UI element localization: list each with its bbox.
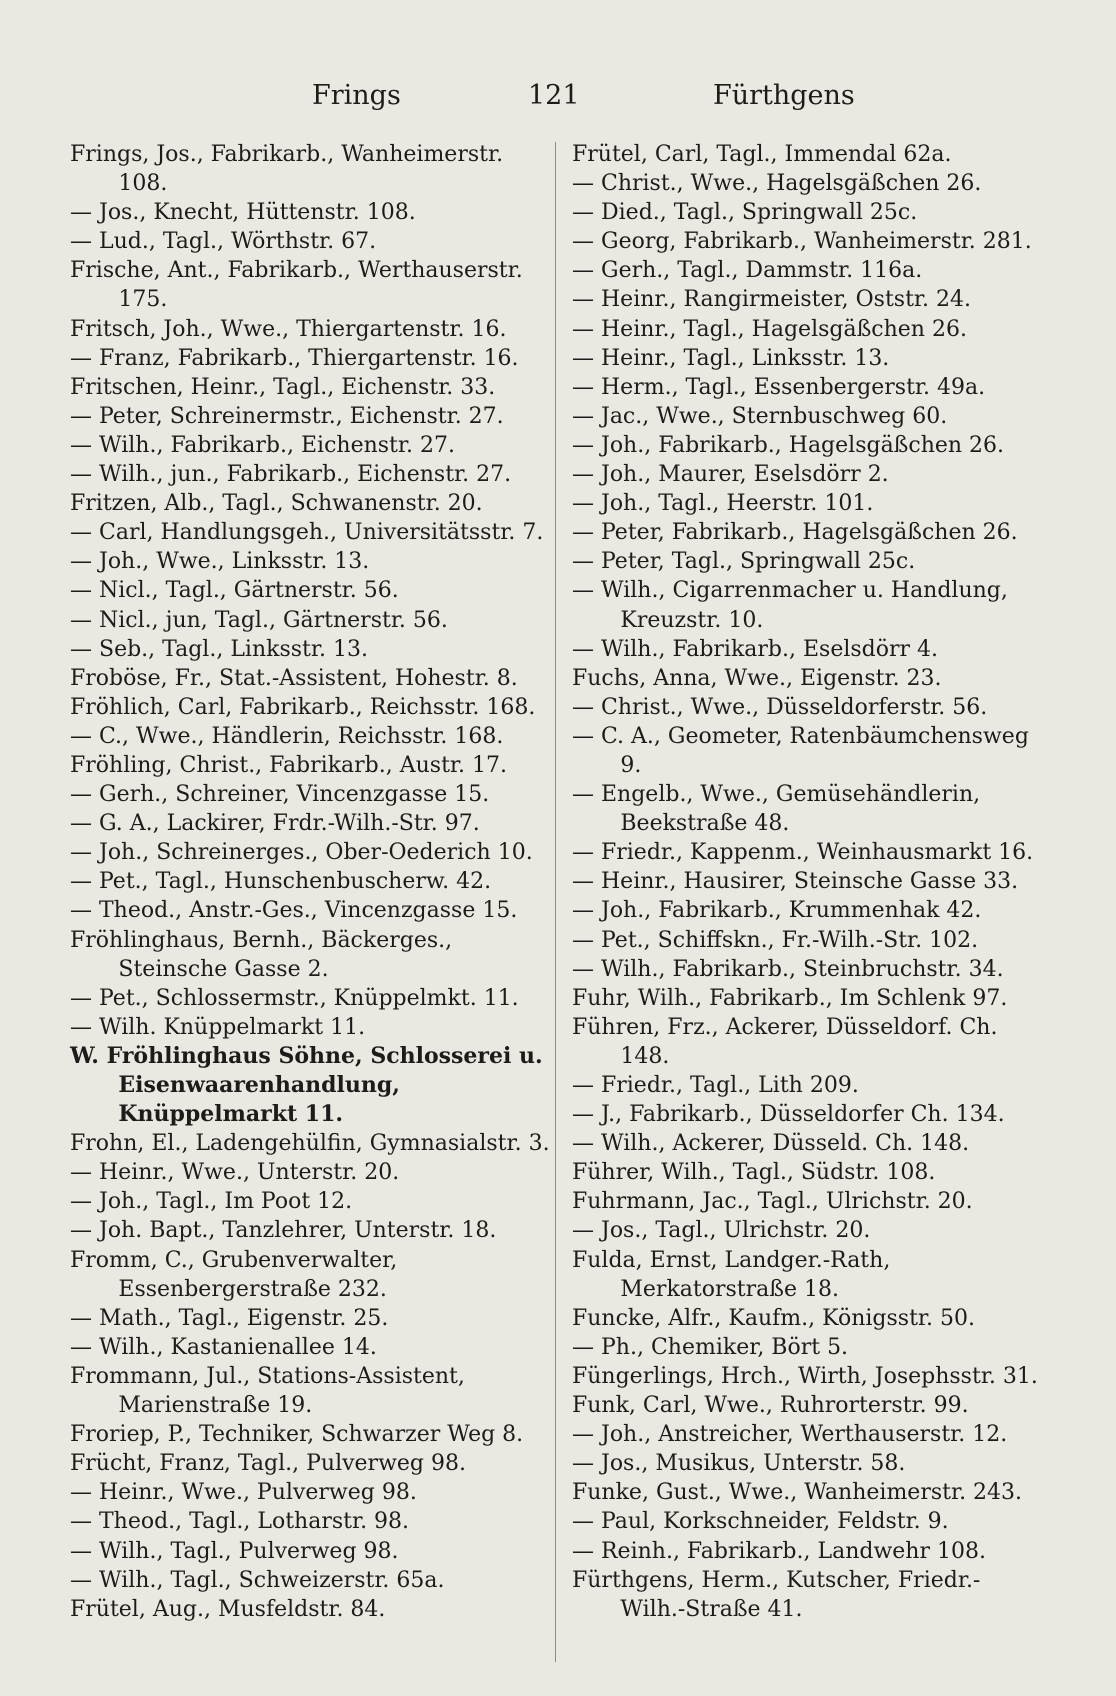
directory-entry: — Joh., Fabrikarb., Hagelsgäßchen 26. bbox=[572, 432, 1005, 458]
directory-entry: W. Fröhlinghaus Söhne, Schlosserei u. Eisenwaarenhandlung, Knüppelmarkt 11. bbox=[70, 1042, 543, 1128]
directory-entry: — Christ., Wwe., Düsseldorferstr. 56. bbox=[572, 694, 988, 720]
directory-entry: — Jos., Tagl., Ulrichstr. 20. bbox=[572, 1218, 871, 1244]
directory-entry: Fritschen, Heinr., Tagl., Eichenstr. 33. bbox=[70, 374, 496, 400]
directory-entry: — Lud., Tagl., Wörthstr. 67. bbox=[70, 229, 377, 255]
directory-entry: Fulda, Ernst, Landger.-Rath, Merkatorstraße 18. bbox=[572, 1247, 891, 1302]
directory-entry: — Herm., Tagl., Essenbergerstr. 49a. bbox=[572, 374, 986, 400]
directory-entry: — Heinr., Hausirer, Steinsche Gasse 33. bbox=[572, 869, 1019, 895]
directory-entry: — Jac., Wwe., Sternbuschweg 60. bbox=[572, 403, 948, 429]
directory-entry: — Joh. Bapt., Tanzlehrer, Unterstr. 18. bbox=[70, 1218, 497, 1244]
directory-entry: Frütel, Aug., Musfeldstr. 84. bbox=[70, 1596, 386, 1622]
directory-entry: Frücht, Franz, Tagl., Pulverweg 98. bbox=[70, 1451, 466, 1477]
directory-entry: — Ph., Chemiker, Bört 5. bbox=[572, 1334, 849, 1360]
directory-entry: — Joh., Tagl., Heerstr. 101. bbox=[572, 491, 874, 517]
directory-entry: — Friedr., Kappenm., Weinhausmarkt 16. bbox=[572, 840, 1034, 866]
directory-entry: — Joh., Fabrikarb., Krummenhak 42. bbox=[572, 898, 982, 924]
directory-entry: — C. A., Geometer, Ratenbäumchensweg 9. bbox=[572, 723, 1029, 778]
directory-entry: — Pet., Schlossermstr., Knüppelmkt. 11. bbox=[70, 985, 519, 1011]
directory-entry: — Friedr., Tagl., Lith 209. bbox=[572, 1073, 859, 1098]
directory-entry: Fröhling, Christ., Fabrikarb., Austr. 17. bbox=[70, 752, 507, 778]
directory-entry: Fürthgens, Herm., Kutscher, Friedr.-Wilh.-Straße 41. bbox=[572, 1567, 981, 1622]
header-last-name: Fürthgens bbox=[713, 80, 855, 111]
directory-entry: — Jos., Knecht, Hüttenstr. 108. bbox=[70, 200, 416, 226]
directory-entry: — Seb., Tagl., Linksstr. 13. bbox=[70, 636, 368, 662]
directory-entry: — Engelb., Wwe., Gemüsehändlerin, Beekstraße 48. bbox=[572, 782, 981, 837]
directory-entry: — Heinr., Wwe., Unterstr. 20. bbox=[70, 1160, 400, 1186]
directory-entry: — Joh., Wwe., Linksstr. 13. bbox=[70, 549, 370, 575]
header-first-name: Frings bbox=[312, 80, 401, 111]
left-column bbox=[70, 140, 550, 1624]
right-column bbox=[572, 140, 1042, 1624]
directory-entry: — Franz, Fabrikarb., Thiergartenstr. 16. bbox=[70, 345, 519, 371]
directory-entry: — Heinr., Rangirmeister, Oststr. 24. bbox=[572, 287, 971, 313]
page-number: 121 bbox=[528, 80, 580, 111]
directory-entry: Fuchs, Anna, Wwe., Eigenstr. 23. bbox=[572, 665, 942, 691]
directory-entry: — Theod., Tagl., Lotharstr. 98. bbox=[70, 1509, 410, 1535]
running-head bbox=[0, 80, 1116, 124]
directory-entry: — Peter, Schreinermstr., Eichenstr. 27. bbox=[70, 403, 504, 429]
directory-entry: — Pet., Schiffskn., Fr.-Wilh.-Str. 102. bbox=[572, 927, 979, 953]
directory-entry: Frütel, Carl, Tagl., Immendal 62a. bbox=[572, 142, 952, 167]
directory-entry: Fromm, C., Grubenverwalter, Essenbergerstraße 232. bbox=[70, 1247, 398, 1302]
directory-entry: Fuhrmann, Jac., Tagl., Ulrichstr. 20. bbox=[572, 1189, 973, 1215]
directory-entry: — Christ., Wwe., Hagelsgäßchen 26. bbox=[572, 171, 982, 197]
directory-entry: — Wilh., jun., Fabrikarb., Eichenstr. 27. bbox=[70, 462, 512, 488]
directory-entry: — Wilh., Fabrikarb., Eselsdörr 4. bbox=[572, 636, 939, 662]
directory-entry: — Peter, Tagl., Springwall 25c. bbox=[572, 549, 916, 575]
directory-entry: Fröhlinghaus, Bernh., Bäckerges., Steinsche Gasse 2. bbox=[70, 927, 453, 982]
directory-entry: — Wilh., Kastanienallee 14. bbox=[70, 1334, 377, 1360]
directory-entry: — G. A., Lackirer, Frdr.-Wilh.-Str. 97. bbox=[70, 811, 480, 837]
directory-entry: — Math., Tagl., Eigenstr. 25. bbox=[70, 1305, 389, 1331]
directory-entry: Frohn, El., Ladengehülfin, Gymnasialstr. 3. bbox=[70, 1131, 550, 1157]
directory-entry: — Paul, Korkschneider, Feldstr. 9. bbox=[572, 1509, 949, 1535]
directory-entry: — Joh., Schreinerges., Ober-Oederich 10. bbox=[70, 840, 533, 866]
directory-entry: — Wilh., Tagl., Pulverweg 98. bbox=[70, 1538, 399, 1564]
directory-entry: — Joh., Anstreicher, Werthauserstr. 12. bbox=[572, 1422, 1008, 1448]
directory-entry: Fritzen, Alb., Tagl., Schwanenstr. 20. bbox=[70, 491, 483, 517]
directory-entry: — Nicl., Tagl., Gärtnerstr. 56. bbox=[70, 578, 399, 604]
directory-entry: — Joh., Maurer, Eselsdörr 2. bbox=[572, 462, 889, 488]
directory-entry: — Pet., Tagl., Hunschenbuscherw. 42. bbox=[70, 869, 492, 895]
directory-entry: — Jos., Musikus, Unterstr. 58. bbox=[572, 1451, 906, 1477]
directory-entry: — J., Fabrikarb., Düsseldorfer Ch. 134. bbox=[572, 1102, 1005, 1128]
directory-entry: — Nicl., jun, Tagl., Gärtnerstr. 56. bbox=[70, 607, 448, 633]
directory-entry: Fritsch, Joh., Wwe., Thiergartenstr. 16. bbox=[70, 316, 507, 342]
directory-entry: Froriep, P., Techniker, Schwarzer Weg 8. bbox=[70, 1422, 524, 1448]
directory-entry: Frische, Ant., Fabrikarb., Werthauserstr. 175. bbox=[70, 258, 523, 313]
directory-entry: Frommann, Jul., Stations-Assistent, Marienstraße 19. bbox=[70, 1363, 465, 1419]
directory-entry: Funke, Gust., Wwe., Wanheimerstr. 243. bbox=[572, 1480, 1023, 1506]
directory-entry: — Peter, Fabrikarb., Hagelsgäßchen 26. bbox=[572, 520, 1018, 546]
directory-entry: Funcke, Alfr., Kaufm., Königsstr. 50. bbox=[572, 1305, 975, 1331]
directory-entry: — Died., Tagl., Springwall 25c. bbox=[572, 200, 918, 226]
directory-entry: — Carl, Handlungsgeh., Universitätsstr. 7. bbox=[70, 520, 544, 546]
directory-entry: Führen, Frz., Ackerer, Düsseldorf. Ch. 148. bbox=[572, 1014, 998, 1069]
directory-entry: — Gerh., Tagl., Dammstr. 116a. bbox=[572, 258, 923, 284]
directory-entry: Fuhr, Wilh., Fabrikarb., Im Schlenk 97. bbox=[572, 985, 1008, 1011]
directory-entry: — Wilh. Knüppelmarkt 11. bbox=[70, 1014, 366, 1040]
directory-entry: — Reinh., Fabrikarb., Landwehr 108. bbox=[572, 1538, 986, 1564]
directory-entry: — Heinr., Tagl., Hagelsgäßchen 26. bbox=[572, 316, 967, 342]
directory-entry: Fröhlich, Carl, Fabrikarb., Reichsstr. 168. bbox=[70, 694, 536, 720]
directory-entry: Funk, Carl, Wwe., Ruhrorterstr. 99. bbox=[572, 1393, 969, 1419]
directory-entry: Füngerlings, Hrch., Wirth, Josephsstr. 31. bbox=[572, 1363, 1038, 1389]
directory-entry: — Heinr., Tagl., Linksstr. 13. bbox=[572, 345, 890, 371]
directory-entry: Frings, Jos., Fabrikarb., Wanheimerstr. 108. bbox=[70, 142, 504, 197]
directory-entry: Froböse, Fr., Stat.-Assistent, Hohestr. 8. bbox=[70, 665, 518, 691]
directory-entry: — Georg, Fabrikarb., Wanheimerstr. 281. bbox=[572, 229, 1032, 255]
directory-entry: — Heinr., Wwe., Pulverweg 98. bbox=[70, 1480, 417, 1506]
directory-entry: — Wilh., Fabrikarb., Eichenstr. 27. bbox=[70, 432, 455, 458]
directory-entry: — Joh., Tagl., Im Poot 12. bbox=[70, 1189, 353, 1215]
directory-entry: — Wilh., Tagl., Schweizerstr. 65a. bbox=[70, 1567, 445, 1593]
directory-entry: — Wilh., Fabrikarb., Steinbruchstr. 34. bbox=[572, 956, 1004, 982]
directory-entry: — Wilh., Cigarrenmacher u. Handlung, Kreuzstr. 10. bbox=[572, 578, 1008, 633]
directory-entry: — Gerh., Schreiner, Vincenzgasse 15. bbox=[70, 782, 490, 808]
directory-entry: — Theod., Anstr.-Ges., Vincenzgasse 15. bbox=[70, 898, 518, 924]
directory-entry: — C., Wwe., Händlerin, Reichsstr. 168. bbox=[70, 723, 504, 749]
directory-entry: Führer, Wilh., Tagl., Südstr. 108. bbox=[572, 1160, 936, 1186]
directory-entry: — Wilh., Ackerer, Düsseld. Ch. 148. bbox=[572, 1131, 970, 1157]
column-divider bbox=[555, 142, 556, 1662]
